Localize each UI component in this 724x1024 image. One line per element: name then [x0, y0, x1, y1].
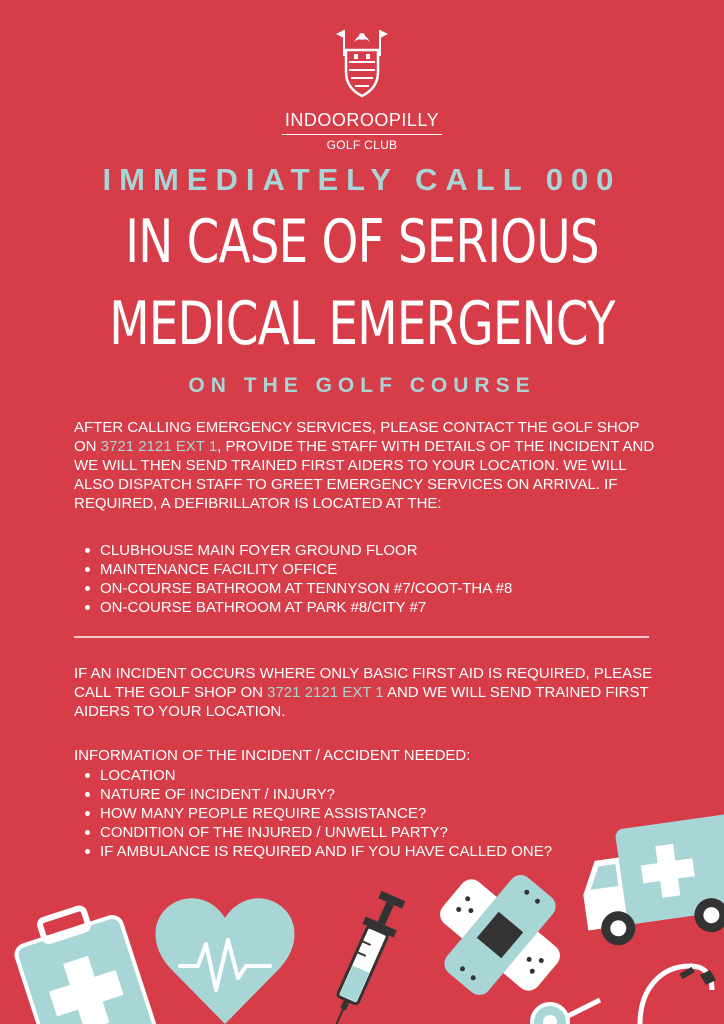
- list-item: LOCATION: [74, 766, 674, 785]
- info-needed-heading: INFORMATION OF THE INCIDENT / ACCIDENT NEEDED:: [74, 747, 471, 764]
- first-aid-kit-icon: [8, 897, 158, 1024]
- list-item: ON-COURSE BATHROOM AT TENNYSON #7/COOT-THA #8: [74, 579, 674, 598]
- list-item: ON-COURSE BATHROOM AT PARK #8/CITY #7: [74, 598, 674, 617]
- list-item: CLUBHOUSE MAIN FOYER GROUND FLOOR: [74, 541, 674, 560]
- golf-shop-phone: 3721 2121 EXT 1: [100, 438, 218, 455]
- list-item: NATURE OF INCIDENT / INJURY?: [74, 785, 674, 804]
- golf-shop-phone: 3721 2121 EXT 1: [267, 684, 384, 701]
- stethoscope-icon: [532, 966, 716, 1024]
- club-subtitle: GOLF CLUB: [326, 138, 398, 152]
- headline-line-2: MEDICAL EMERGENCY: [109, 289, 615, 359]
- list-item: MAINTENANCE FACILITY OFFICE: [74, 560, 674, 579]
- list-item: IF AMBULANCE IS REQUIRED AND IF YOU HAVE CALLED ONE?: [74, 842, 674, 861]
- para2-text-end: AND WE WILL SEND TRAINED FIRST AIDERS TO YOUR LOCATION.: [74, 684, 649, 720]
- list-item: CONDITION OF THE INJURED / UNWELL PARTY?: [74, 823, 674, 842]
- para1-text-end: , PROVIDE THE STAFF WITH DETAILS OF THE INCIDENT AND WE WILL THEN SEND TRAINED FIRST AIDERS TO YOUR LOCATION. WE WILL ALSO DISPATCH STAFF TO GREET EMERGENCY SERVICES ON ARRIVAL. IF REQUIRED, A DEFIBRILLATOR IS LOCATED AT THE:: [74, 438, 655, 512]
- call-000-heading: IMMEDIATELY CALL 000: [102, 162, 622, 197]
- para2-text-start: IF AN INCIDENT OCCURS WHERE ONLY BASIC FIRST AID IS REQUIRED, PLEASE CALL THE GOLF SHOP ON: [74, 665, 653, 701]
- para1-text-start: AFTER CALLING EMERGENCY SERVICES, PLEASE CONTACT THE GOLF SHOP ON: [74, 419, 640, 455]
- heart-pulse-icon: [156, 898, 295, 1024]
- bandage-icon: [413, 848, 588, 1023]
- list-item: HOW MANY PEOPLE REQUIRE ASSISTANCE?: [74, 804, 674, 823]
- club-name: INDOOROOPILLY: [284, 110, 440, 130]
- golf-course-subheading: ON THE GOLF COURSE: [188, 374, 536, 397]
- headline-line-1: IN CASE OF SERIOUS: [125, 207, 599, 277]
- syringe-icon: [319, 889, 409, 1024]
- ambulance-icon: [575, 813, 724, 949]
